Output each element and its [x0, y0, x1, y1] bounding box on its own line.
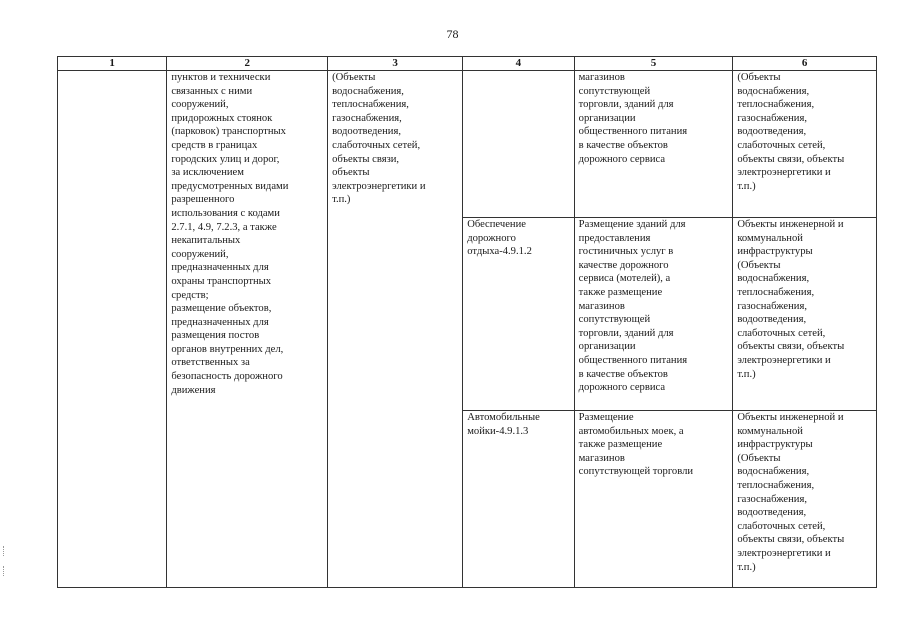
page-number: 78 [446, 27, 459, 41]
land-use-table [57, 56, 877, 588]
cell-auxiliary-objects: (Объекты водоснабжения, теплоснабжения, газоснабжения, водоотведения, слаботочных сетей, объекты связи, объекты электроэнергетики и т.п.) [328, 71, 463, 588]
column-header-4: 4 [463, 57, 574, 71]
table-header-row [58, 57, 877, 71]
cell-infrastructure-car-wash: Объекты инженерной и коммунальной инфраструктуры (Объекты водоснабжения, теплоснабжения, газоснабжения, водоотведения, слаботочных сетей, объекты связи, объекты электроэнергетики и т.п.) [733, 411, 877, 588]
cell-use-kind-road-rest: Обеспечение дорожного отдыха-4.9.1.2 [463, 218, 574, 411]
cell-infrastructure-road-rest: Объекты инженерной и коммунальной инфраструктуры (Объекты водоснабжения, теплоснабжения, газоснабжения, водоотведения, слаботочных сетей, объекты связи, объекты электроэнергетики и т.п.) [733, 218, 877, 411]
scan-edge-mark [3, 546, 6, 556]
scan-edge-mark [3, 566, 6, 576]
column-header-1: 1 [58, 57, 167, 71]
cell-zone-empty [58, 71, 167, 588]
cell-use-description-road-rest: Размещение зданий для предоставления гостиничных услуг в качестве дорожного сервиса (мотелей), а также размещение магазинов сопутствующей торговли, зданий для организации общественного питания в качестве объектов дорожного сервиса [574, 218, 733, 411]
cell-infrastructure: (Объекты водоснабжения, теплоснабжения, газоснабжения, водоотведения, слаботочных сетей, объекты связи, объекты электроэнергетики и т.п.) [733, 71, 877, 218]
cell-use-kind-car-wash: Автомобильные мойки-4.9.1.3 [463, 411, 574, 588]
cell-use-kind-empty [463, 71, 574, 218]
column-header-6: 6 [733, 57, 877, 71]
column-header-5: 5 [574, 57, 733, 71]
column-header-3: 3 [328, 57, 463, 71]
cell-use-description: магазинов сопутствующей торговли, зданий для организации общественного питания в качестве объектов дорожного сервиса [574, 71, 733, 218]
table-row [58, 71, 877, 218]
column-header-2: 2 [167, 57, 328, 71]
cell-main-use-description: пунктов и технически связанных с ними сооружений, придорожных стоянок (парковок) транспортных средств в границах городских улиц и дорог, за исключением предусмотренных видами разрешенного использования с кодами 2.7.1, 4.9, 7.2.3, а также некапитальных сооружений, предназначенных для охраны транспортных средств; размещение объектов, предназначенных для размещения постов органов внутренних дел, ответственных за безопасность дорожного движения [167, 71, 328, 588]
cell-use-description-car-wash: Размещение автомобильных моек, а также размещение магазинов сопутствующей торговли [574, 411, 733, 588]
